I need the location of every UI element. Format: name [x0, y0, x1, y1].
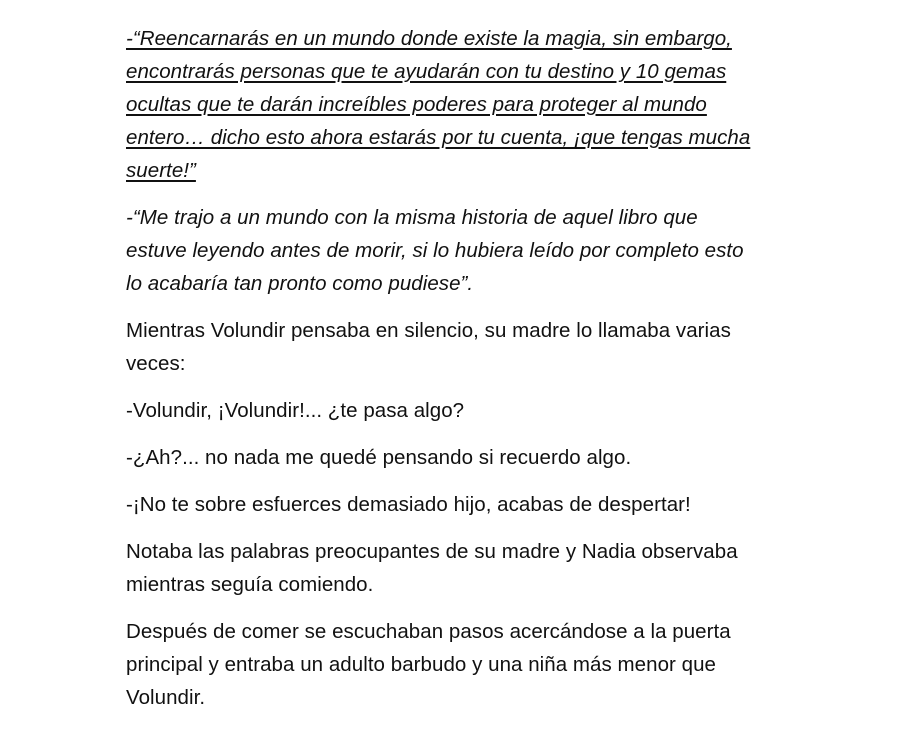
text-line: -Volundir, ¡Volundir!... ¿te pasa algo? — [126, 399, 465, 422]
document-page — [126, 22, 786, 728]
text-line: Después de comer se escuchaban pasos acercándose a la puerta — [126, 620, 731, 643]
paragraph-narration-2 — [126, 535, 786, 601]
paragraph-dialogue-volundir — [126, 441, 786, 474]
text-line: Mientras Volundir pensaba en silencio, su madre lo llamaba varias — [126, 319, 731, 342]
text-line: ocultas que te darán increíbles poderes para proteger al mundo — [126, 93, 707, 116]
text-line: principal y entraba un adulto barbudo y una niña más menor que — [126, 653, 717, 676]
text-line: encontrarás personas que te ayudarán con tu destino y 10 gemas — [126, 60, 727, 83]
text-line: -¿Ah?... no nada me quedé pensando si recuerdo algo. — [126, 446, 632, 469]
text-line: -“Me trajo a un mundo con la misma historia de aquel libro que — [126, 206, 698, 229]
paragraph-narration-1 — [126, 314, 786, 380]
text-line: veces: — [126, 352, 186, 375]
text-line: -¡No te sobre esfuerces demasiado hijo, acabas de despertar! — [126, 493, 691, 516]
text-line: Notaba las palabras preocupantes de su madre y Nadia observaba — [126, 540, 738, 563]
text-line: -“Reencarnarás en un mundo donde existe la magia, sin embargo, — [126, 27, 732, 50]
text-line: lo acabaría tan pronto como pudiese”. — [126, 272, 474, 295]
text-line: Volundir. — [126, 686, 206, 709]
paragraph-dialogue-mother — [126, 394, 786, 427]
paragraph-narration-3 — [126, 615, 786, 714]
paragraph-inner-thought — [126, 201, 786, 300]
text-line: mientras seguía comiendo. — [126, 573, 374, 596]
text-line: estuve leyendo antes de morir, si lo hubiera leído por completo esto — [126, 239, 744, 262]
paragraph-prophecy-quote — [126, 22, 786, 187]
text-line: suerte!” — [126, 159, 196, 182]
text-line: entero… dicho esto ahora estarás por tu cuenta, ¡que tengas mucha — [126, 126, 751, 149]
paragraph-dialogue-mother-2 — [126, 488, 786, 521]
